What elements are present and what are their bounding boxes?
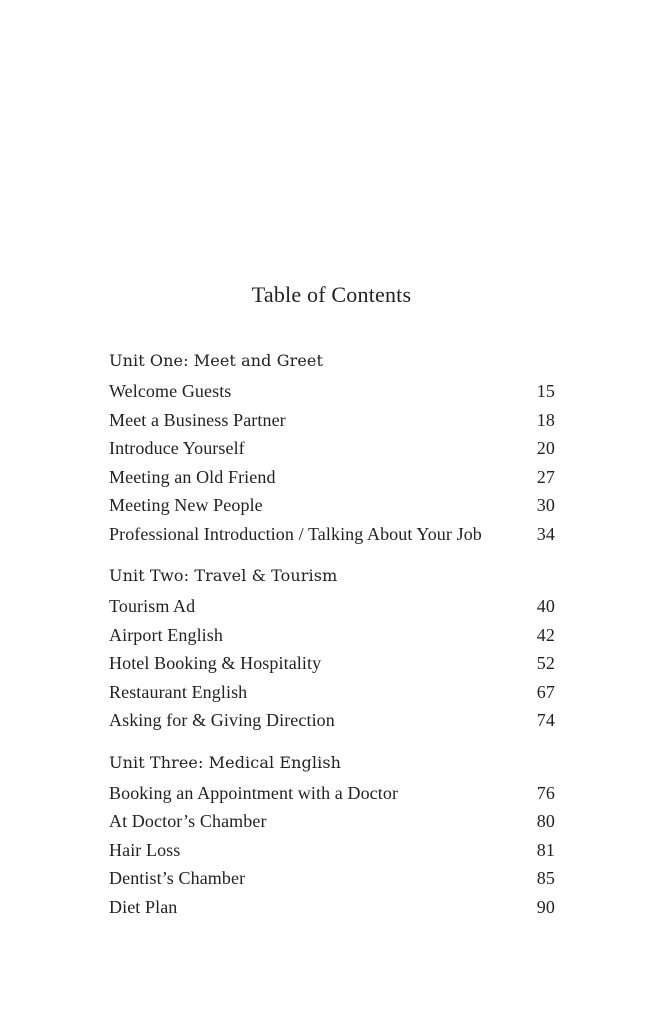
entry-title: Diet Plan [109,896,178,917]
entry-page-number: 74 [536,710,555,730]
entry-page-number: 52 [536,653,555,673]
entry-page-number: 85 [536,868,555,888]
toc-entry [109,406,555,435]
entry-title: Meet a Business Partner [109,409,286,430]
entry-page-number: 76 [536,782,555,803]
toc-entry [109,520,555,549]
entry-title: Dentist’s Chamber [109,868,246,888]
toc-entry [109,377,555,406]
entry-title: Airport English [109,624,223,645]
toc-entry [109,621,555,650]
entry-title: Meeting an Old Friend [109,466,276,487]
entry-page-number: 15 [536,381,555,401]
entry-title: Asking for & Giving Direction [109,710,335,730]
entry-page-number: 20 [536,438,555,458]
entry-title: Tourism Ad [109,596,196,616]
table-of-contents [109,347,555,935]
entry-title: Introduce Yourself [109,438,245,458]
toc-entry [109,864,555,893]
entry-title: Hair Loss [109,839,181,860]
toc-entry [109,649,555,678]
toc-entry [109,678,555,707]
entry-page-number: 90 [536,896,555,917]
entry-title: Booking an Appointment with a Doctor [109,782,399,803]
entry-page-number: 40 [536,596,555,616]
entry-title: Professional Introduction / Talking About Your Job [109,523,482,544]
entry-title: Restaurant English [109,681,248,702]
unit-heading: Unit One: Meet and Greet [109,351,323,370]
entry-page-number: 18 [536,409,555,430]
entry-title: At Doctor’s Chamber [109,811,267,831]
toc-entry [109,779,555,808]
toc-entry [109,491,555,520]
toc-entry [109,463,555,492]
toc-entry [109,434,555,463]
toc-entry [109,893,555,922]
toc-entry [109,706,555,735]
entry-page-number: 30 [536,495,555,515]
entry-title: Hotel Booking & Hospitality [109,653,322,673]
unit-heading: Unit Two: Travel & Tourism [109,566,338,585]
entry-title: Welcome Guests [109,381,232,401]
unit-section-three [109,749,555,922]
entry-page-number: 42 [536,624,555,645]
unit-section-two [109,562,555,735]
unit-heading: Unit Three: Medical English [109,752,342,772]
toc-entry [109,592,555,621]
page-title: Table of Contents [251,282,412,307]
entry-page-number: 67 [536,681,555,702]
toc-entry [109,807,555,836]
toc-entry [109,836,555,865]
entry-page-number: 34 [536,523,555,544]
entry-page-number: 81 [536,839,555,860]
entry-page-number: 80 [536,811,555,831]
entry-page-number: 27 [536,466,555,487]
unit-section-one [109,347,555,548]
entry-title: Meeting New People [109,495,263,515]
